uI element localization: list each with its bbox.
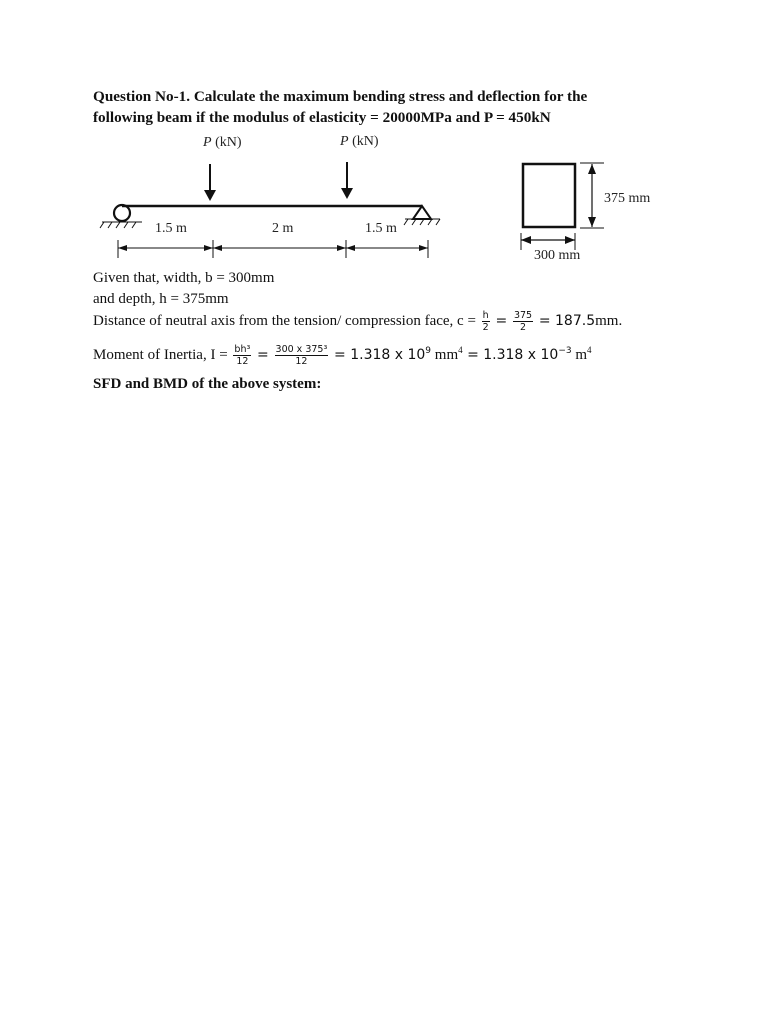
fraction-h-over-2: $\frac{h}{2}$ [482, 310, 489, 333]
load-1-label: P (kN) [203, 135, 242, 150]
fraction-bh3-over-12: $\frac{\text{bh³}}{12}$ [234, 344, 251, 367]
cross-section-icon [521, 163, 604, 250]
span-3-label: 1.5 m [365, 221, 397, 236]
neutral-axis-prefix: Distance of neutral axis from the tension/ compression face, c = [93, 312, 476, 329]
load-2-label: P (kN) [340, 134, 379, 149]
roller-support-icon [100, 205, 142, 228]
span-2-label: 2 m [272, 221, 294, 236]
question-line-1: Question No-1. Calculate the maximum bending stress and deflection for the [93, 88, 588, 105]
question-line-2: following beam if the modulus of elasticity = 20000MPa and P = 450kN [93, 109, 551, 126]
section-width-label: 300 mm [534, 248, 581, 263]
sfd-bmd-heading: SFD and BMD of the above system: [93, 376, 322, 392]
neutral-axis-line: Distance of neutral axis from the tension/ compression face, c = $\frac{h}{2}$ = $\frac{375}{2}$ = 187.5mm. [93, 310, 623, 333]
moment-of-inertia-line: Moment of Inertia, I = $\frac{\text{bh³}}{12}$ = $\frac{\text{300 x 375³}}{12}$ = 1.318 x $10^9$ $mm^4 = 1.318$ x $10^{-3}$ $m^4$ [93, 344, 592, 367]
beam-figure [0, 0, 768, 280]
given-depth-line: and depth, h = 375mm [93, 291, 229, 307]
load-arrow-2-icon [341, 162, 353, 199]
beam-diagram-svg [0, 0, 768, 280]
inertia-result-mm: = 1.318 x $10^9$ [334, 345, 432, 363]
load-arrow-1-icon [204, 164, 216, 201]
inertia-prefix: Moment of Inertia, I = [93, 346, 228, 363]
span-1-label: 1.5 m [155, 221, 187, 236]
given-width-line: Given that, width, b = 300mm [93, 270, 275, 286]
pin-support-icon [404, 206, 440, 225]
inertia-result-m: = 1.318 x $10^{-3}$ [462, 345, 572, 363]
neutral-axis-result: = 187.5 [538, 312, 596, 329]
section-height-label: 375 mm [604, 191, 651, 206]
span-dimension-lines [118, 240, 428, 258]
fraction-375-over-2: $\frac{375}{2}$ [513, 310, 533, 333]
fraction-300x375-cubed-over-12: $\frac{\text{300 x 375³}}{12}$ [275, 344, 328, 367]
